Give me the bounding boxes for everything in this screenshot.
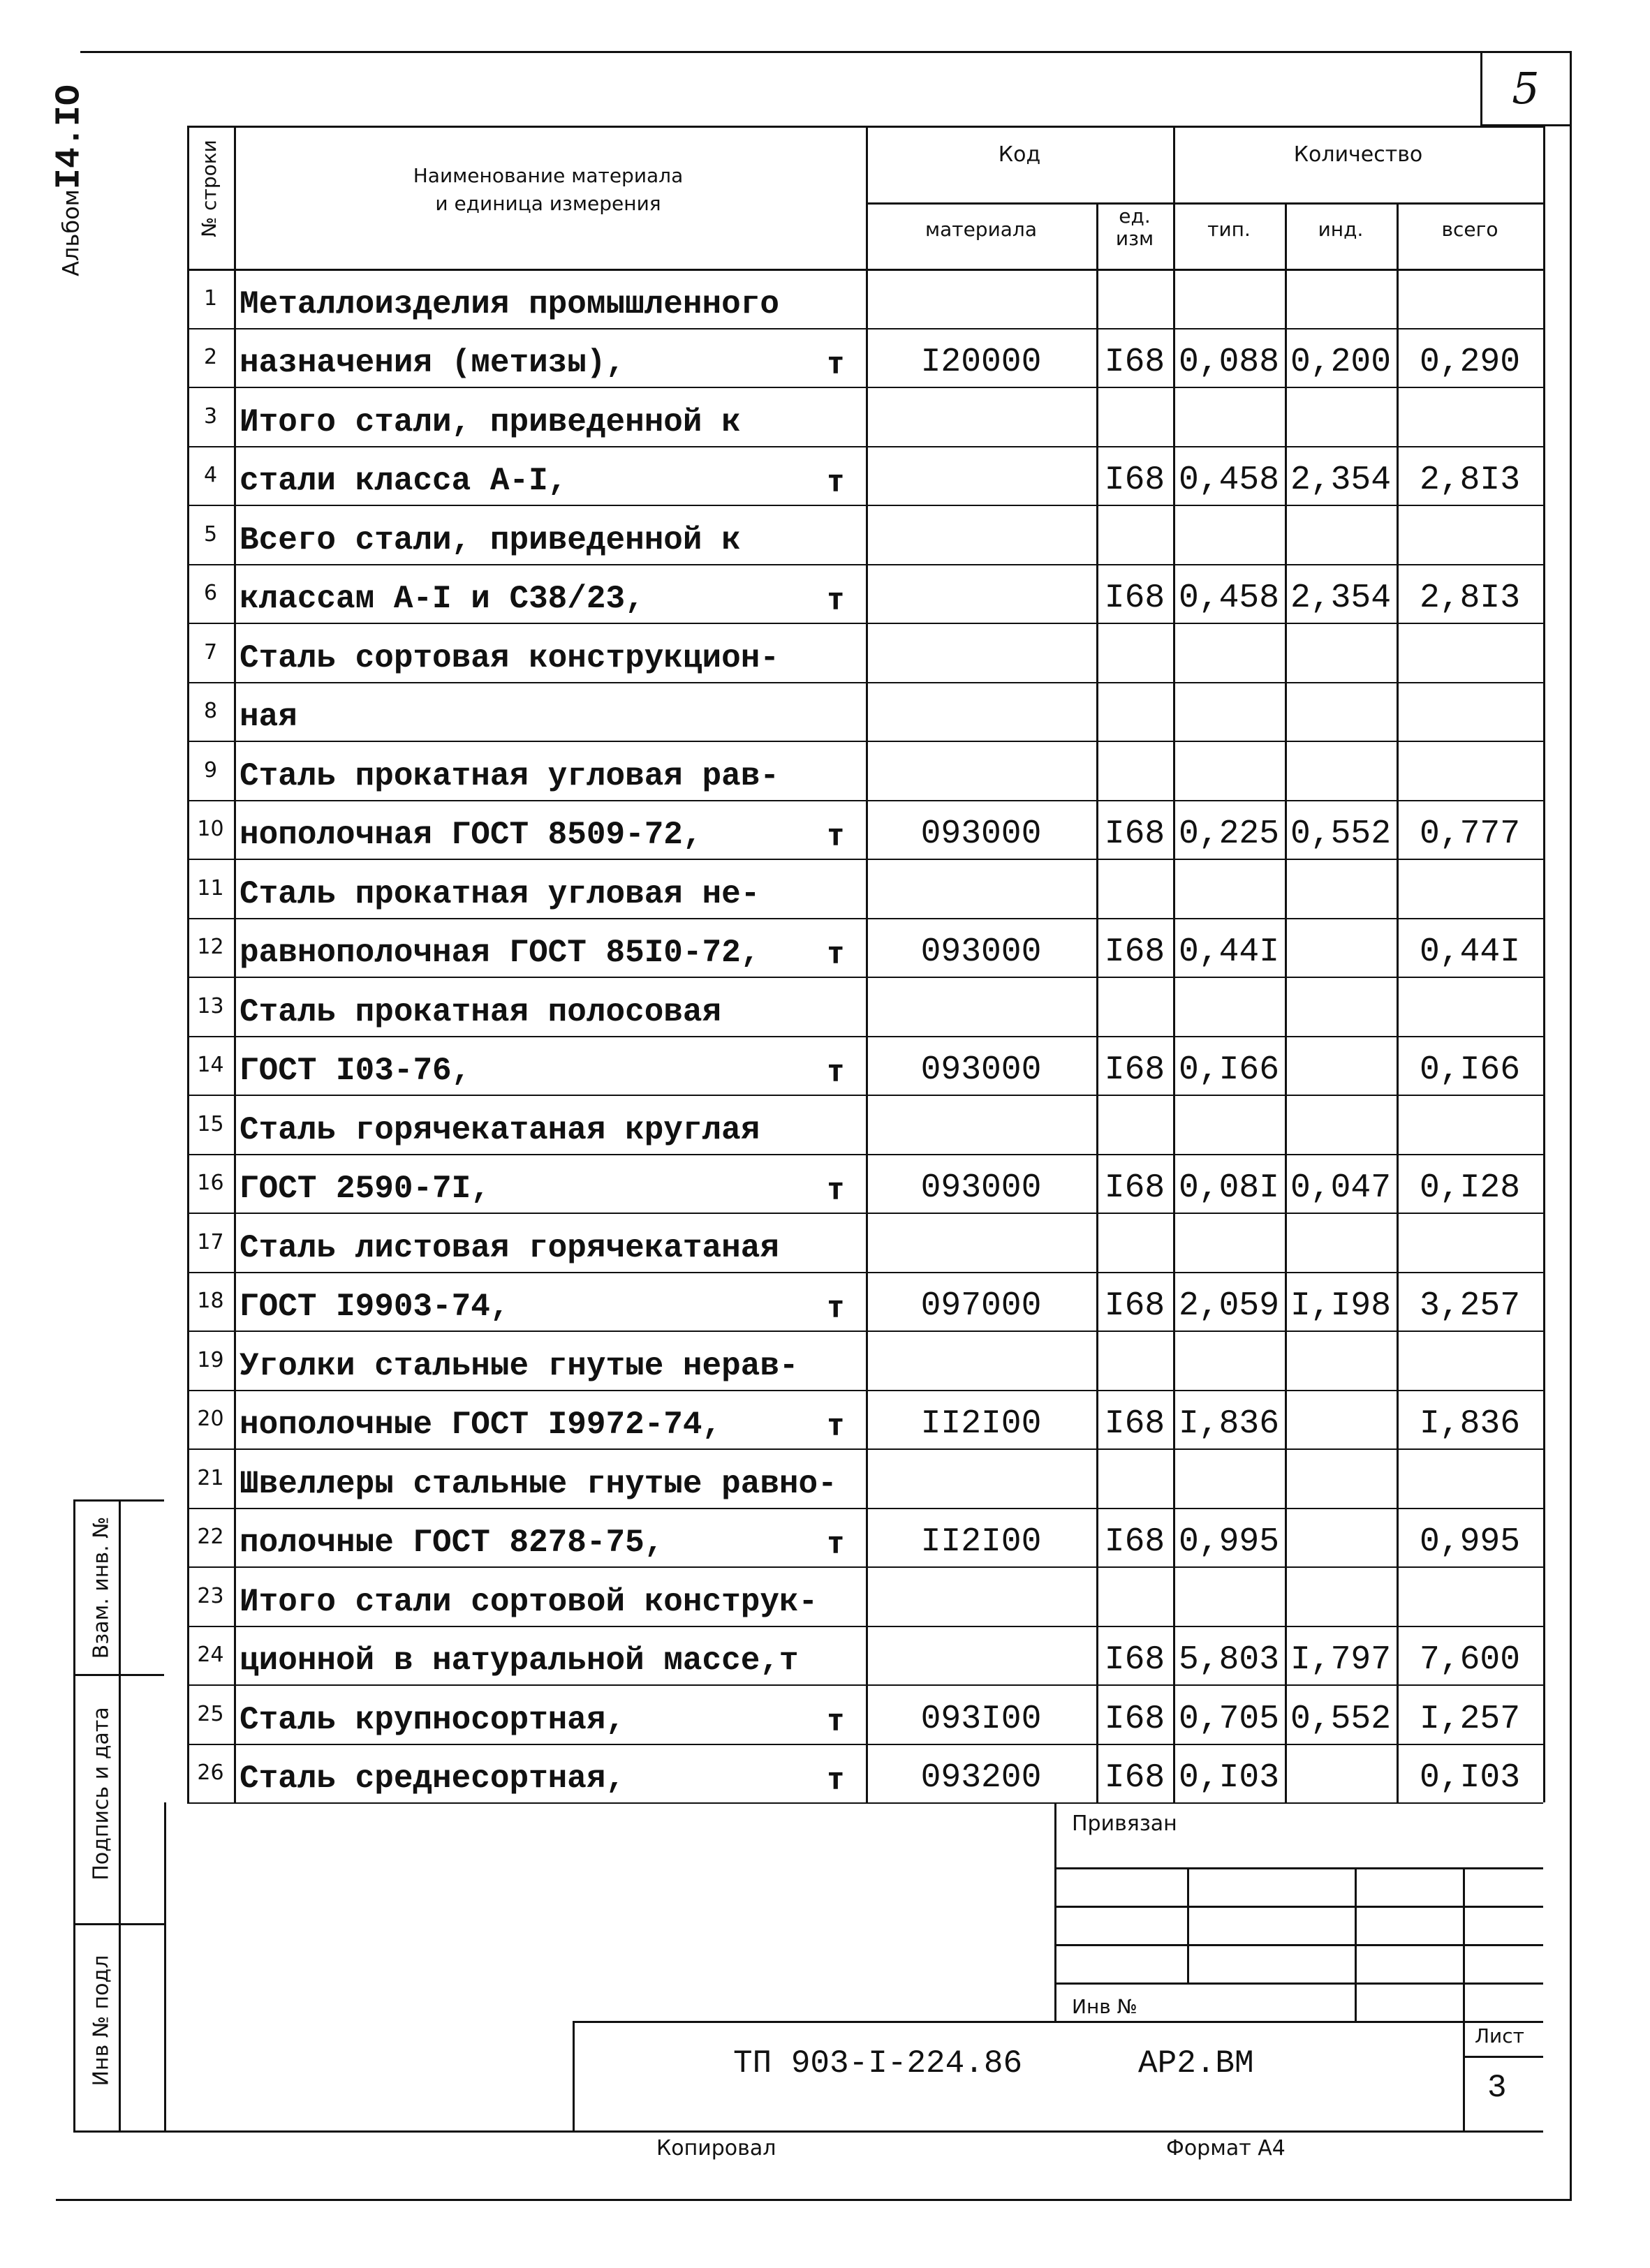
row-unit — [1096, 1448, 1173, 1508]
stamp-sheet-mid — [1463, 2056, 1543, 2058]
row-unit-mark: т — [826, 935, 845, 971]
row-unit — [1096, 859, 1173, 918]
stamp-sheet-code: АР2.ВМ — [1138, 2045, 1254, 2082]
row-typ: 0,08I — [1178, 1169, 1280, 1207]
stamp-bound-label: Привязан — [1072, 1811, 1177, 1836]
row-number: 18 — [197, 1289, 224, 1314]
row-unit-mark — [789, 505, 859, 564]
stamp-sheet-label: Лист — [1475, 2024, 1524, 2047]
header-unit-line1: ед. — [1119, 205, 1151, 228]
row-unit-mark: т — [826, 817, 845, 853]
row-typ: 2,059 — [1178, 1287, 1280, 1325]
row-unit: I68 — [1104, 1405, 1165, 1443]
row-total — [1397, 1566, 1543, 1626]
row-unit: I68 — [1104, 343, 1165, 381]
page-number: 5 — [1512, 63, 1540, 114]
row-total — [1397, 505, 1543, 564]
col-line-right — [1543, 126, 1545, 1802]
row-number: 14 — [197, 1053, 224, 1078]
stamp-inv-label: Инв № — [1072, 1995, 1137, 2018]
stamp-title-top — [573, 2021, 1543, 2023]
header-unit-line2: изм — [1115, 227, 1154, 250]
row-unit: I68 — [1104, 815, 1165, 853]
row-number: 23 — [197, 1583, 224, 1608]
row-total — [1397, 623, 1543, 682]
row-typ — [1173, 741, 1285, 800]
row-name: равнополочная ГОСТ 85I0-72, — [240, 935, 760, 971]
header-qty-group: Количество — [1293, 142, 1423, 167]
stamp-col-3 — [1463, 1867, 1465, 2023]
row-typ: 0,225 — [1178, 815, 1280, 853]
row-number: 10 — [197, 817, 224, 842]
row-unit — [1096, 1566, 1173, 1626]
row-number: 24 — [197, 1643, 224, 1668]
row-name: Сталь листовая горячекатаная — [240, 1229, 779, 1266]
row-unit: I68 — [1104, 461, 1165, 499]
row-code: 093000 — [920, 815, 1042, 853]
row-typ: I,836 — [1178, 1405, 1280, 1443]
stamp-left-line — [164, 1802, 166, 2133]
row-code: 093000 — [920, 933, 1042, 971]
row-name: назначения (метизы), — [240, 345, 626, 381]
row-number: 1 — [203, 286, 218, 311]
row-ind: I,I98 — [1290, 1287, 1392, 1325]
bottom-border — [56, 2199, 1571, 2201]
row-code — [866, 859, 1096, 918]
row-number: 20 — [197, 1407, 224, 1432]
row-code: 097000 — [920, 1287, 1042, 1325]
header-name-line1: Наименование материала — [413, 164, 684, 187]
row-code: II2I00 — [920, 1523, 1042, 1561]
row-name: Сталь прокатная полосовая — [240, 993, 722, 1030]
row-total: 0,I28 — [1419, 1169, 1521, 1207]
row-typ — [1173, 269, 1285, 328]
album-number: I4.IO — [50, 84, 90, 190]
row-typ: 5,803 — [1178, 1641, 1280, 1679]
row-name: ная — [240, 699, 297, 735]
row-unit-mark — [789, 1331, 859, 1390]
row-name: нополочная ГОСТ 8509-72, — [240, 817, 702, 853]
row-code — [866, 1095, 1096, 1154]
row-ind — [1285, 859, 1397, 918]
row-name: Сталь горячекатаная круглая — [240, 1111, 760, 1148]
row-name: Итого стали, приведенной к — [240, 403, 741, 440]
row-total: 0,I66 — [1419, 1051, 1521, 1089]
row-unit — [1096, 682, 1173, 741]
row-code: 093200 — [920, 1759, 1042, 1797]
row-total — [1397, 1213, 1543, 1272]
row-name: Швеллеры стальные гнутые равно- — [240, 1465, 837, 1502]
right-border — [1570, 51, 1572, 2201]
row-unit-mark — [789, 269, 859, 328]
row-ind — [1285, 1213, 1397, 1272]
stamp-title-left — [573, 2021, 575, 2133]
row-unit: I68 — [1104, 933, 1165, 971]
row-unit-mark — [789, 682, 859, 741]
side-original: Инв № подл — [89, 1955, 114, 2087]
row-code: 093000 — [920, 1051, 1042, 1089]
row-code — [866, 977, 1096, 1036]
row-unit — [1096, 1331, 1173, 1390]
row-code — [866, 269, 1096, 328]
row-unit-mark: т — [826, 1407, 845, 1443]
row-ind: 0,047 — [1290, 1169, 1392, 1207]
row-typ: 0,088 — [1178, 343, 1280, 381]
row-code — [866, 1626, 1096, 1685]
row-unit-mark: т — [826, 1171, 845, 1207]
header-split-line — [866, 202, 1543, 205]
header-ind: инд. — [1318, 218, 1364, 241]
row-number: 13 — [197, 993, 224, 1018]
row-name: Уголки стальные гнутые нерав- — [240, 1347, 799, 1384]
row-code — [866, 446, 1096, 505]
row-ind — [1285, 741, 1397, 800]
row-unit-mark: т — [826, 464, 845, 499]
row-typ — [1173, 623, 1285, 682]
row-ind: 0,552 — [1290, 1700, 1392, 1738]
row-number: 26 — [197, 1761, 224, 1786]
row-name: ГОСТ I03-76, — [240, 1053, 471, 1089]
row-unit: I68 — [1104, 1169, 1165, 1207]
header-material: материала — [925, 218, 1037, 241]
row-unit — [1096, 505, 1173, 564]
stamp-bound-line-4 — [1054, 1982, 1543, 1985]
stamp-bottom-line — [164, 2130, 1543, 2133]
row-number: 15 — [197, 1111, 224, 1136]
row-total — [1397, 1095, 1543, 1154]
row-ind — [1285, 1036, 1397, 1095]
row-ind — [1285, 918, 1397, 977]
row-number: 2 — [203, 345, 218, 370]
row-ind — [1285, 682, 1397, 741]
row-ind — [1285, 1095, 1397, 1154]
row-ind: 0,552 — [1290, 815, 1392, 853]
row-name: Металлоизделия промышленного — [240, 286, 779, 323]
row-total: 0,995 — [1419, 1523, 1521, 1561]
side-bottom-line — [73, 2130, 164, 2133]
row-number: 16 — [197, 1171, 224, 1196]
row-name: Сталь среднесортная, — [240, 1761, 626, 1797]
row-typ — [1173, 1331, 1285, 1390]
side-sep-2 — [73, 1923, 164, 1925]
row-unit-mark: т — [826, 1761, 845, 1797]
row-number: 21 — [197, 1465, 224, 1490]
row-typ: 0,995 — [1178, 1523, 1280, 1561]
row-total: I,257 — [1419, 1700, 1521, 1738]
row-typ — [1173, 1448, 1285, 1508]
row-ind — [1285, 505, 1397, 564]
row-typ — [1173, 1213, 1285, 1272]
row-code — [866, 623, 1096, 682]
row-name: полочные ГОСТ 8278-75, — [240, 1525, 664, 1561]
row-ind — [1285, 1390, 1397, 1449]
row-number: 6 — [203, 581, 218, 606]
row-total — [1397, 1448, 1543, 1508]
row-unit — [1096, 623, 1173, 682]
stamp-sheet-left — [1463, 2021, 1465, 2133]
row-unit: I68 — [1104, 579, 1165, 617]
row-unit-mark: т — [826, 581, 845, 617]
row-code — [866, 741, 1096, 800]
side-interchange: Взам. инв. № — [89, 1516, 114, 1659]
stamp-bound-line-3 — [1054, 1944, 1543, 1946]
row-name: ционной в натуральной массе,т — [240, 1643, 799, 1679]
row-number: 11 — [197, 875, 224, 900]
row-name: Сталь сортовая конструкцион- — [240, 639, 779, 676]
row-number: 17 — [197, 1229, 224, 1254]
row-typ — [1173, 977, 1285, 1036]
footer-copied: Копировал — [656, 2136, 776, 2160]
row-unit-mark: т — [826, 1053, 845, 1089]
row-ind — [1285, 977, 1397, 1036]
row-unit — [1096, 387, 1173, 446]
row-typ — [1173, 505, 1285, 564]
row-code: II2I00 — [920, 1405, 1042, 1443]
row-number: 12 — [197, 935, 224, 960]
row-name: Сталь прокатная угловая не- — [240, 875, 760, 912]
row-unit — [1096, 269, 1173, 328]
row-typ — [1173, 859, 1285, 918]
row-typ — [1173, 387, 1285, 446]
row-unit: I68 — [1104, 1051, 1165, 1089]
stamp-designation: ТП 903-I-224.86 — [733, 2045, 1023, 2082]
row-ind — [1285, 387, 1397, 446]
row-code — [866, 505, 1096, 564]
row-ind — [1285, 1508, 1397, 1567]
row-code — [866, 564, 1096, 623]
row-ind: 0,200 — [1290, 343, 1392, 381]
row-code — [866, 1566, 1096, 1626]
row-ind: I,797 — [1290, 1641, 1392, 1679]
side-inner-line — [119, 1499, 121, 2130]
footer-format: Формат А4 — [1166, 2136, 1286, 2160]
side-signature: Подпись и дата — [89, 1707, 114, 1881]
row-unit: I68 — [1104, 1759, 1165, 1797]
row-total: 0,I03 — [1419, 1759, 1521, 1797]
row-unit: I68 — [1104, 1700, 1165, 1738]
row-code — [866, 387, 1096, 446]
row-name: Сталь прокатная угловая рав- — [240, 757, 779, 794]
row-total: 7,600 — [1419, 1641, 1521, 1679]
page-number-box-left — [1480, 51, 1482, 126]
row-name: Всего стали, приведенной к — [240, 521, 741, 558]
row-unit-mark — [789, 387, 859, 446]
row-name: классам А-I и С38/23, — [240, 581, 644, 617]
side-sep-1 — [73, 1674, 164, 1676]
row-name: ГОСТ I9903-74, — [240, 1289, 510, 1325]
stamp-col-2 — [1355, 1867, 1357, 2023]
row-typ: 0,458 — [1178, 579, 1280, 617]
row-number: 3 — [203, 403, 218, 429]
row-unit: I68 — [1104, 1641, 1165, 1679]
row-ind — [1285, 1566, 1397, 1626]
row-unit-mark: т — [826, 1525, 845, 1561]
row-ind: 2,354 — [1290, 461, 1392, 499]
row-unit — [1096, 741, 1173, 800]
row-unit: I68 — [1104, 1287, 1165, 1325]
row-name: нополочные ГОСТ I9972-74, — [240, 1407, 722, 1443]
side-outer-line — [73, 1499, 75, 2130]
row-ind — [1285, 1331, 1397, 1390]
row-unit-mark — [789, 1213, 859, 1272]
row-unit-mark — [789, 741, 859, 800]
row-number: 7 — [203, 639, 218, 665]
row-number: 22 — [197, 1525, 224, 1550]
row-name: ГОСТ 2590-7I, — [240, 1171, 490, 1207]
table-top-line — [187, 126, 1543, 128]
row-typ: 0,I03 — [1178, 1759, 1280, 1797]
row-total — [1397, 269, 1543, 328]
stamp-bound-line-1 — [1054, 1867, 1543, 1869]
row-line — [187, 1802, 1543, 1804]
row-unit — [1096, 1095, 1173, 1154]
row-total — [1397, 859, 1543, 918]
row-unit-mark: т — [826, 346, 845, 381]
header-code-group: Код — [998, 142, 1041, 167]
row-typ: 0,44I — [1178, 933, 1280, 971]
row-ind — [1285, 1448, 1397, 1508]
header-typ: тип. — [1207, 218, 1251, 241]
row-unit-mark — [789, 859, 859, 918]
row-number: 19 — [197, 1347, 224, 1372]
row-total — [1397, 741, 1543, 800]
row-total: 2,8I3 — [1419, 579, 1521, 617]
row-unit-mark — [789, 1448, 859, 1508]
row-typ — [1173, 1095, 1285, 1154]
row-unit-mark — [789, 977, 859, 1036]
row-total: 3,257 — [1419, 1287, 1521, 1325]
row-ind — [1285, 1744, 1397, 1803]
row-code — [866, 1213, 1096, 1272]
row-code — [866, 1448, 1096, 1508]
row-total: 0,777 — [1419, 815, 1521, 853]
row-code — [866, 1331, 1096, 1390]
row-total — [1397, 977, 1543, 1036]
row-total — [1397, 1331, 1543, 1390]
row-name: Сталь крупносортная, — [240, 1701, 626, 1738]
row-total: I,836 — [1419, 1405, 1521, 1443]
row-code — [866, 682, 1096, 741]
row-number: 9 — [203, 757, 218, 783]
row-total — [1397, 387, 1543, 446]
row-unit — [1096, 977, 1173, 1036]
row-typ: 0,705 — [1178, 1700, 1280, 1738]
row-unit-mark — [789, 1626, 859, 1685]
row-name: Итого стали сортовой конструк- — [240, 1583, 818, 1620]
row-typ: 0,I66 — [1178, 1051, 1280, 1089]
row-ind — [1285, 269, 1397, 328]
row-code: 093I00 — [920, 1700, 1042, 1738]
row-total: 0,290 — [1419, 343, 1521, 381]
row-typ — [1173, 682, 1285, 741]
row-ind: 2,354 — [1290, 579, 1392, 617]
row-total: 0,44I — [1419, 933, 1521, 971]
top-border — [80, 51, 1571, 53]
row-unit: I68 — [1104, 1523, 1165, 1561]
row-typ — [1173, 1566, 1285, 1626]
stamp-bound-left — [1054, 1802, 1056, 2023]
row-name: стали класса А-I, — [240, 463, 568, 499]
row-number: 8 — [203, 699, 218, 724]
stamp-sheet-number: 3 — [1487, 2070, 1507, 2106]
row-number: 4 — [203, 463, 218, 488]
stamp-bound-line-2 — [1054, 1906, 1543, 1908]
header-total: всего — [1441, 218, 1498, 241]
row-code: I20000 — [920, 343, 1042, 381]
row-number: 25 — [197, 1701, 224, 1726]
row-typ: 0,458 — [1178, 461, 1280, 499]
row-unit-mark: т — [826, 1702, 845, 1738]
row-unit — [1096, 1213, 1173, 1272]
row-unit-mark: т — [826, 1289, 845, 1325]
row-unit-mark — [789, 1566, 859, 1626]
row-number: 5 — [203, 521, 218, 547]
row-unit-mark — [789, 623, 859, 682]
row-total: 2,8I3 — [1419, 461, 1521, 499]
stamp-col-1 — [1187, 1867, 1189, 1982]
album-label: Альбом — [57, 189, 84, 276]
row-code: 093000 — [920, 1169, 1042, 1207]
header-name-line2: и единица измерения — [435, 192, 661, 215]
row-ind — [1285, 623, 1397, 682]
header-row-num: № строки — [198, 140, 221, 237]
row-unit-mark — [789, 1095, 859, 1154]
row-total — [1397, 682, 1543, 741]
